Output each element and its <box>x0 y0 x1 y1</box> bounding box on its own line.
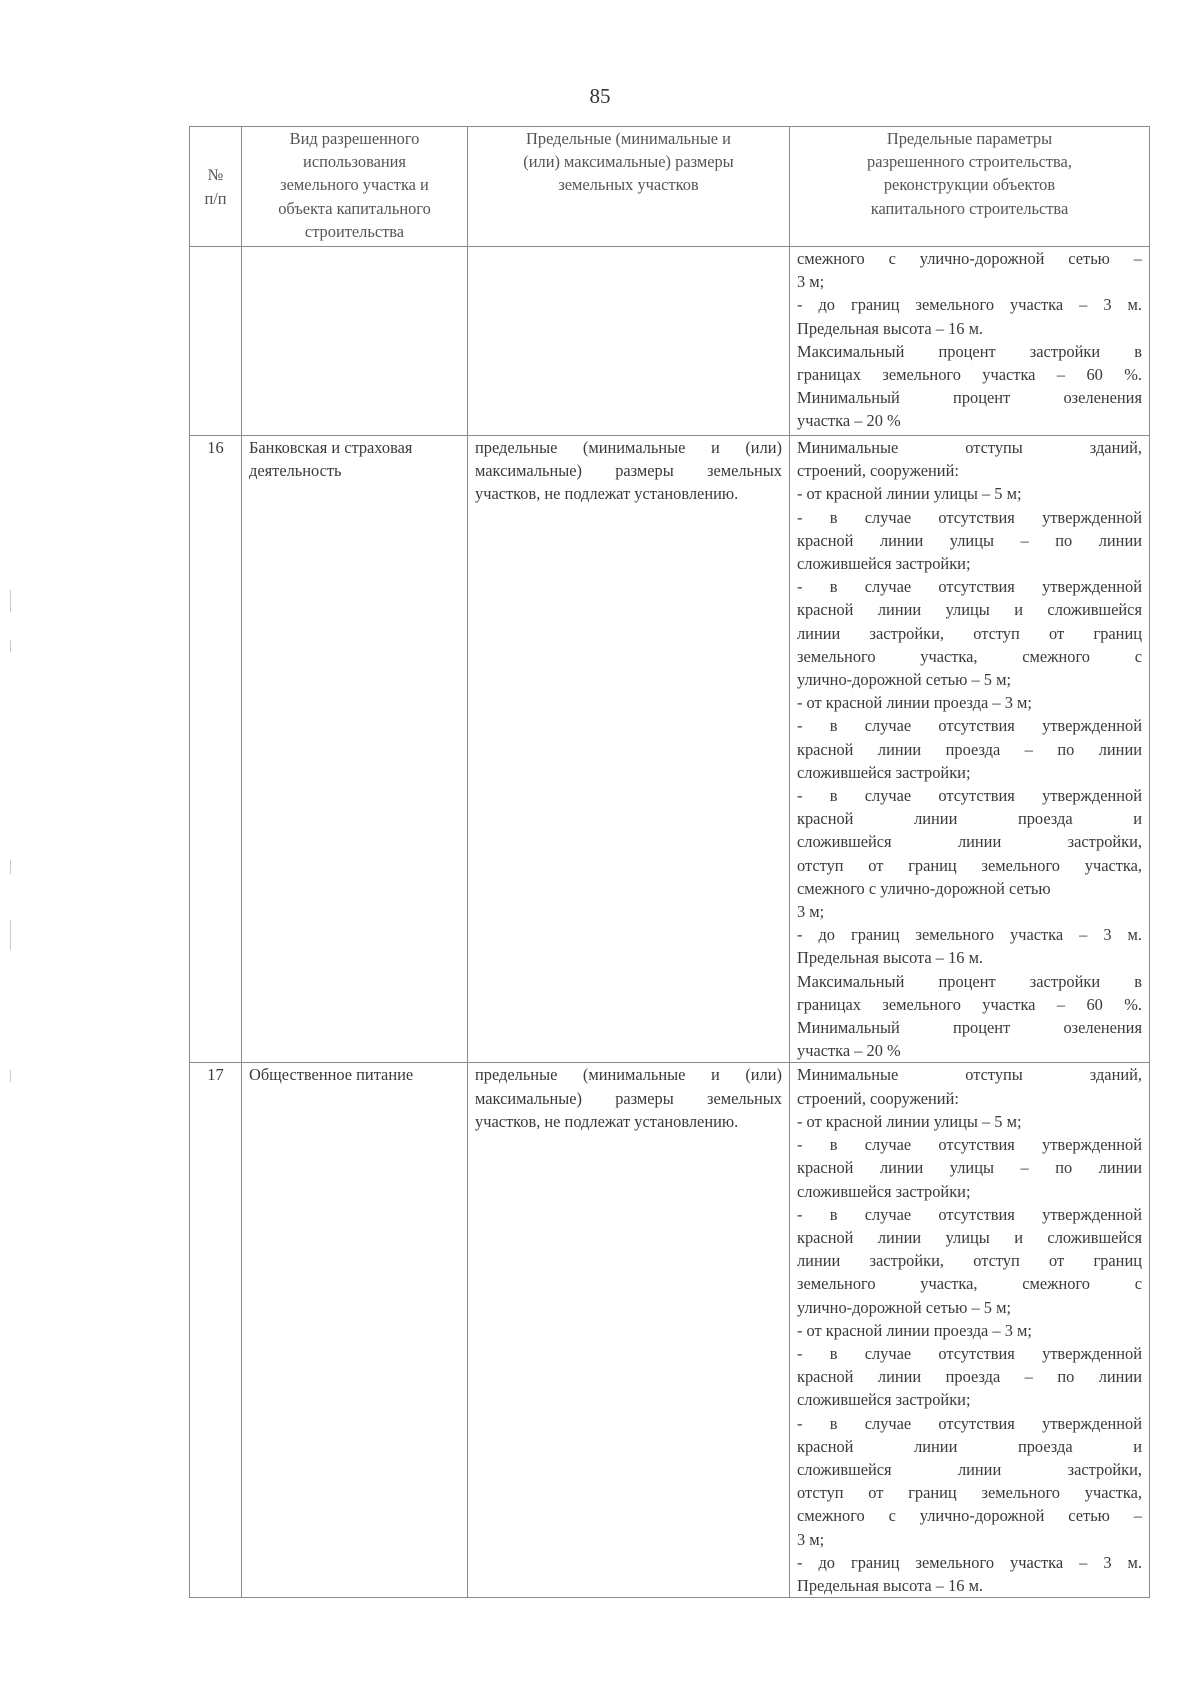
row-use-type: Банковская и страховая деятельность <box>242 436 468 1063</box>
param-line: отступ от границ земельного участка, <box>797 1483 1142 1503</box>
header-line: Предельные (минимальные и <box>526 129 731 148</box>
param-line: Минимальные отступы зданий, <box>797 438 1142 457</box>
header-line: п/п <box>204 188 227 208</box>
header-line: Предельные параметры <box>886 129 1053 148</box>
param-line: - в случае отсутствия утвержденной <box>797 1413 1142 1433</box>
param-line: участка – 20 % <box>797 411 901 431</box>
param-line: строений, сооружений: <box>797 1088 959 1108</box>
header-plot-size <box>468 127 790 247</box>
row-plot-size: предельные (минимальные и (или) максимальные) размеры земельных участков, не подлежат установлению. <box>468 1063 790 1598</box>
param-line: Минимальные отступы зданий, <box>797 1065 1142 1085</box>
row-num: 16 <box>190 436 242 1063</box>
row-build-params <box>790 1063 1150 1598</box>
param-line: - в случае отсутствия утвержденной <box>797 577 1142 597</box>
table-header-row <box>190 127 1150 247</box>
param-line: границах земельного участка – 60 %. <box>797 365 1142 385</box>
param-line: - от красной линии улицы – 5 м; <box>797 484 1022 504</box>
param-line: Максимальный процент застройки в <box>797 341 1142 361</box>
param-line: красной линии улицы – по линии <box>797 1158 1142 1178</box>
param-line: - в случае отсутствия утвержденной <box>797 1135 1142 1155</box>
page-number: 85 <box>589 84 611 108</box>
row-plot-size: предельные (минимальные и (или) максимальные) размеры земельных участков, не подлежат установлению. <box>468 436 790 1063</box>
scan-margin-mark <box>10 920 11 950</box>
param-line: - от красной линии проезда – 3 м; <box>797 1320 1032 1340</box>
param-line: красной линии проезда – по линии <box>797 1367 1142 1387</box>
header-line: реконструкции объектов <box>883 175 1056 195</box>
scan-margin-mark <box>10 1070 11 1082</box>
param-line: красной линии улицы и сложившейся <box>797 600 1142 620</box>
param-line: смежного с улично-дорожной сетью – <box>797 249 1142 268</box>
scan-margin-mark <box>10 860 11 874</box>
param-line: - в случае отсутствия утвержденной <box>797 716 1142 736</box>
param-line: - в случае отсутствия утвержденной <box>797 1343 1142 1363</box>
param-line: сложившейся застройки; <box>797 1390 971 1410</box>
param-line: - до границ земельного участка – 3 м. <box>797 295 1142 315</box>
row-build-params <box>790 436 1150 1063</box>
param-line: Предельная высота – 16 м. <box>797 948 984 968</box>
param-line: 3 м; <box>797 1529 825 1549</box>
row-build-params <box>790 247 1150 436</box>
header-line: объекта капитального <box>278 198 431 218</box>
header-line: капитального строительства <box>870 198 1069 218</box>
param-line: улично-дорожной сетью – 5 м; <box>797 1297 1012 1317</box>
param-line: Предельная высота – 16 м. <box>797 318 984 338</box>
header-line: земельного участка и <box>280 175 429 195</box>
param-line: красной линии улицы – по линии <box>797 530 1142 550</box>
param-line: отступ от границ земельного участка, <box>797 855 1142 875</box>
param-line: сложившейся застройки; <box>797 1181 971 1201</box>
param-line: строений, сооружений: <box>797 461 959 481</box>
param-line: сложившейся застройки; <box>797 762 971 782</box>
param-line: - в случае отсутствия утвержденной <box>797 786 1142 806</box>
param-line: земельного участка, смежного с <box>797 1274 1142 1294</box>
param-line: красной линии улицы и сложившейся <box>797 1227 1142 1247</box>
row-num: 17 <box>190 1063 242 1598</box>
param-line: улично-дорожной сетью – 5 м; <box>797 670 1012 690</box>
param-line: смежного с улично-дорожной сетью <box>797 878 1051 898</box>
row-use-type <box>242 247 468 436</box>
param-line: - от красной линии улицы – 5 м; <box>797 1111 1022 1131</box>
param-line: - до границ земельного участка – 3 м. <box>797 1552 1142 1572</box>
param-line: - в случае отсутствия утвержденной <box>797 507 1142 527</box>
param-line: смежного с улично-дорожной сетью – <box>797 1506 1142 1526</box>
param-line: сложившейся линии застройки, <box>797 832 1142 852</box>
header-line: строительства <box>304 221 405 241</box>
param-line: 3 м; <box>797 902 825 922</box>
header-line: использования <box>303 152 406 172</box>
param-line: земельного участка, смежного с <box>797 646 1142 666</box>
param-line: Предельная высота – 16 м. <box>797 1575 984 1595</box>
table-row <box>190 247 1150 436</box>
param-line: линии застройки, отступ от границ <box>797 1251 1142 1271</box>
table-row <box>190 1063 1150 1598</box>
param-line: сложившейся линии застройки, <box>797 1459 1142 1479</box>
param-line: Максимальный процент застройки в <box>797 971 1142 991</box>
param-line: границах земельного участка – 60 %. <box>797 994 1142 1014</box>
param-line: - до границ земельного участка – 3 м. <box>797 925 1142 945</box>
header-line: земельных участков <box>558 175 699 195</box>
param-line: сложившейся застройки; <box>797 554 971 574</box>
param-line: красной линии проезда и <box>797 1436 1142 1456</box>
scan-margin-mark <box>10 640 11 652</box>
header-line: № <box>207 165 224 185</box>
land-use-table <box>189 126 1150 1598</box>
row-plot-size <box>468 247 790 436</box>
param-line: красной линии проезда и <box>797 809 1142 829</box>
param-line: Минимальный процент озеленения <box>797 388 1142 408</box>
param-line: Минимальный процент озеленения <box>797 1018 1142 1038</box>
scan-margin-mark <box>10 590 11 612</box>
row-use-type: Общественное питание <box>242 1063 468 1598</box>
header-line: разрешенного строительства, <box>867 152 1072 172</box>
param-line: - от красной линии проезда – 3 м; <box>797 693 1032 713</box>
header-num <box>190 127 242 247</box>
table-row <box>190 436 1150 1063</box>
param-line: линии застройки, отступ от границ <box>797 623 1142 643</box>
param-line: участка – 20 % <box>797 1041 901 1061</box>
header-build-params <box>790 127 1150 247</box>
header-use-type <box>242 127 468 247</box>
param-line: - в случае отсутствия утвержденной <box>797 1204 1142 1224</box>
param-line: красной линии проезда – по линии <box>797 739 1142 759</box>
header-line: (или) максимальные) размеры <box>523 152 734 172</box>
header-line: Вид разрешенного <box>289 129 420 148</box>
param-line: 3 м; <box>797 272 825 292</box>
row-num <box>190 247 242 436</box>
